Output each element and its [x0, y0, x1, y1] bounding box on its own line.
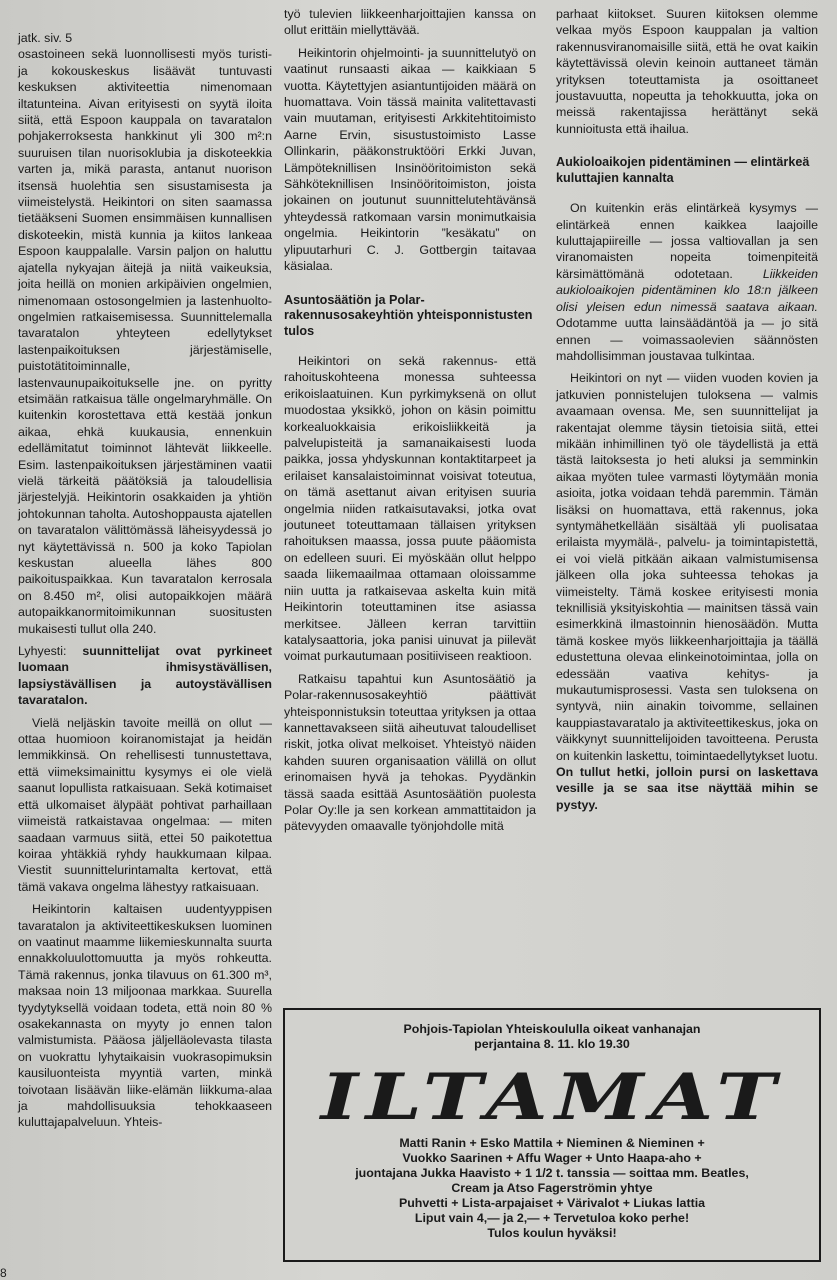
summary-paragraph	[18, 643, 272, 709]
paragraph: työ tulevien liikkeenharjoittajien kanssa on ollut erittäin miellyttävää.	[284, 7, 536, 38]
text: On kuitenkin eräs elintärkeä kysymys — elintärkeä ennen kaikkea laajoille kuluttajapiireille — jossa valtiovallan ja sen viranomaisten nopeita toimenpiteitä kärsimättömänä odotetaan.	[556, 201, 818, 281]
column-1	[18, 30, 272, 1137]
column-3	[556, 6, 818, 819]
ad-line: Liput vain 4,— ja 2,— + Tervetuloa koko perhe!	[414, 1211, 690, 1225]
section-heading: Aukioloaikojen pidentäminen — elintärkeä kuluttajien kannalta	[556, 155, 810, 185]
paragraph: Heikintorin kaltaisen uudentyyppisen tavaratalon ja aktiviteettikeskuksen luominen on vaatinut maamme liikemieskunnalta suurta ennakkoluulottomuutta ja myös rohkeutta. Tämä rakennus, jonka tilavuus on 61.300 m³, maksaa noin 13 miljoonaa markkaa. Suurella tyydytyksellä voidaan todeta, että noin 80 % osakekannasta on myyty jo ennen talon valmistumista. Pääosa jäljelläolevasta tilasta on vuokrattu lyhytaikaisin vuokrasopimuksin kausiluonteista myyntiä varten, minkä toivotaan lisäävän liike-elämän liikkuma-alaa ja mahdollisuuksia tehokkaaseen kuluttajapalveluun. Yhteis-	[18, 902, 272, 1130]
ad-line: Matti Ranin + Esko Mattila + Nieminen & Nieminen +	[399, 1136, 705, 1150]
column-2	[284, 6, 536, 841]
ad-performers	[285, 1136, 819, 1241]
ad-line: Cream ja Atso Fagerströmin yhtye	[451, 1181, 653, 1195]
section-heading: Asuntosäätiön ja Polar-rakennusosakeyhtiön yhteisponnistusten tulos	[284, 292, 533, 338]
continuation-note: jatk. siv. 5	[18, 31, 73, 45]
event-advertisement	[283, 1008, 821, 1262]
paragraph: Ratkaisu tapahtui kun Asuntosäätiö ja Polar-rakennusosakeyhtiö päättivät yhteisponnistuksin toteuttaa yrityksen ja ottaa kannettavakseen siitä aiheutuvat taloudelliset riskit, jotka olivat melkoiset. Yhteistyö näiden kahden suuren organisaation välillä on ollut erinomaisen hyvä ja tehokas. Pyydänkin tässä saada esittää Asuntosäätiön puolesta Polar Oy:lle ja sen korkean ammattitaidon ja pätevyyden omaavalle työnjohdolle mitä	[284, 671, 536, 834]
ad-line: Pohjois-Tapiolan Yhteiskoululla oikeat vanhanajan	[403, 1022, 701, 1036]
paragraph	[556, 370, 818, 813]
text: Odotamme uutta lainsäädäntöä ja — jo sitä ennen — voimassaolevien säännösten mahdollisimman joustavaa tulkintaa.	[556, 316, 818, 363]
text: Heikintori on nyt — viiden vuoden kovien ja jatkuvien ponnistelujen tuloksena — valmis avaamaan ovensa. Me, sen suunnittelijat ja rakentajat olemme täysin tietoisia siitä, ettei mikään inhimillinen työ ole täydellistä ja että tästä laitoksesta jo heti aluksi ja semminkin aikaa myöten tulee varmasti löytymään monia asioita, jotka voidaan tehdä paremmin. Tämän lisäksi on huomattava, että rakennus, joka syntymähetkellään sisältää yli puolisataa erilaista myymälä-, palvelu- ja toimintapistettä, ei voi vielä pitkään aikaan valmistumisensa jälkeen olla joka suhteessa tehokas ja viimeistelty. Tämä koskee erityisesti monia teknillisiä yksityiskohtia — mainitsen tässä vain esimerkkinä ilmastoinnin hienosäädön. Mutta tämä koskee myös liikkeenharjoittajia ja täällä edustettuna olevaa elinkeinotoimintaa, jolla on edessään vaativa kehitys- ja mukautumisprosessi. Vasta sen tuloksena on syntyvä, niin ainakin toivomme, sellainen kauppiastavaratalo ja aktiviteettikeskus, joka on väikkynyt suunnittelijoiden tavoitteena. Perusta on kuitenkin laskettu, toimintaedellytykset luotu.	[556, 371, 818, 763]
ad-logo: ILTAMAT	[320, 1060, 784, 1135]
closing-bold: On tullut hetki, jolloin pursi on laskettava vesille ja se saa itse näyttää mihin se pystyy.	[556, 765, 818, 812]
ad-line: Tulos koulun hyväksi!	[487, 1226, 617, 1240]
paragraph: Vielä neljäskin tavoite meillä on ollut — ottaa huomioon koiranomistajat ja heidän lemmikkinsä. On rehellisesti tunnustettava, että viimeksimainittu kysymys ei ole vielä saanut lopullista ratkaisuaan. Sekä kotimaiset että ulkomaiset älypäät pohtivat parhaillaan viimeistä ratkaistavaa ongelmaa: — miten saadaan varmuus siitä, ettei 50 paikotettua koiraa yhtäkkiä ryhdy haukkumaan kilpaa. Viestit suunnittelurintamalta kertovat, että tämä vakava ongelma lähestyy ratkaisuaan.	[18, 715, 272, 894]
ad-date: perjantaina 8. 11. klo 19.30	[474, 1037, 630, 1051]
paragraph: Heikintori on sekä rakennus- että rahoituskohteena monessa suhteessa erikoislaatuinen. Kun pyrkimyksenä on ollut muodostaa yksikkö, johon on käsin poimittu korkealuokkaisia erikoisliikkeitä ja palvelupisteitä ja samanaikaisesti luoda paikka, jossa yhdyskunnan kontaktitarpeet ja erilaiset kansalaistoiminnat voisivat toteutua, on tämä asettanut aivan erityisen suuria ongelmia niiden ratkaisutavaksi, jotka ovat joutuneet toteuttamaan tällaisen yrityksen rahoituksen maassa, jossa puute pääomista on edelleen suuri. Ei myöskään ollut helppo saada liikemaailmaa ottamaan oloissamme niin uutta ja ratkaisevaa askelta kuin mitä Heikintorin toteuttaminen itse asiassa merkitsee. Jälleen kerran tarvittiin katalysaattoria, joka panisi uinuvat ja piilevät voimat purkautumaan positiiviseen reaktioon.	[284, 354, 536, 664]
paragraph	[556, 200, 818, 364]
summary-bold: suunnittelijat ovat pyrkineet luomaan ihmisystävällisen, lapsiystävällisen ja autoystävällisen tavaratalon.	[18, 644, 272, 708]
ad-line: juontajana Jukka Haavisto + 1 1/2 t. tanssia — soittaa mm. Beatles,	[355, 1166, 749, 1180]
paragraph: parhaat kiitokset. Suuren kiitoksen olemme velkaa myös Espoon kauppalan ja valtion rakennusviranomaisille siitä, että he ovat kaikin käytettävissä olevin keinoin auttaneet tämän yrityksen toteuttamista ja osoittaneet joustavuutta, nopeutta ja tehokkuutta, joka on meissä rakentajissa herättänyt sekä kunnioitusta että ihailua.	[556, 7, 818, 136]
paragraph: osastoineen sekä luonnollisesti myös turisti- ja kokouskeskus lisäävät tuntuvasti keskuksen aktiviteettia nimenomaan iltatunteina. Aivan erityisesti on syytä iloita siitä, että Espoon kauppala on tavaratalon pohjakerroksesta hankkinut yli 300 m²:n suuruisen tilan nuorisoklubia ja diskoteekkia varten ja, mikä parasta, antanut nuorison itsensä huolehtia sen sisustamisesta ja viimeistelystä. Heikintori on siten saamassa tietääkseni Suomen ensimmäisen kunnallisen diskoteekin, mistä kunnia ja kiitos lankeaa Espoon kauppalalle. Varsin paljon on haluttu ajatella nykyajan äitejä ja niitä vaikeuksia, joita heillä on monien arkipäivien ongelmien, nimenomaan ostosongelmien ja lastenhuolto-ongelmien ratkaisemisessa. Suunnittelemalla tavaratalon yhteyteen edellytykset lastenpaikoituksen järjestämiselle, puistotätitoiminnalle, lastenvaunupaikoitukselle jne. on pyritty etsimään ratkaisua tälle ongelmaryhmälle. On kuitenkin korostettava että kestää jonkun aikaa, ehkä kuukausia, ennenkuin edellämitatut toiminnot lähtevät liikkeelle. Esim. lastenpaikoituksen järjestäminen vaatii vielä tärkeitä päätöksiä ja taloudellisia järjestelyjä. Heikintorin osakkaiden ja yhtiön johtokunnan taholta. Autoshoppausta ajatellen on tavaratalon välittömässä läheisyydessä jo nyt käytettävissä n. 500 ja koko Tapiolan keskustan alueella lähes 800 paikoituspaikkaa. Kun tavaratalon kerrosala on 8.450 m², olisi autopaikkojen määrä autopaikkanormitoimikunnan suositusten mukaisesti tullut olla 240.	[18, 47, 272, 636]
ad-line: Puhvetti + Lista-arpajaiset + Värivalot + Liukas lattia	[398, 1196, 706, 1210]
paragraph: Heikintorin ohjelmointi- ja suunnittelutyö on vaatinut runsaasti aikaa — kaikkiaan 5 vuotta. Käytettyjen asiantuntijoiden määrä on huomattava. Voin tässä mainita valitettavasti vain muutaman, erityisesti Arkkitehtitoimisto Aarne Ervin, sisustustoimisto Lasse Ollinkarin, pääkonstruktööri Erkki Juvan, Lämpöteknillisen Insinööritoimiston sekä Sähköteknillisen Insinööritoimiston, joista jokainen on joutunut suunnittelutehtävänsä yhteydessä ratkomaan varsin monimutkaisia ongelmia. Heikintorin ”kesäkatu” on ylipuutarhuri C. J. Gottbergin taitavaa käsialaa.	[284, 45, 536, 274]
summary-label: Lyhyesti:	[18, 644, 67, 659]
page-number: 8	[0, 1266, 7, 1280]
emphasis-text: Liikkeiden aukioloaikojen pidentäminen klo 18:n jälkeen olisi yleisen edun nimessä saatava aikaan.	[556, 266, 818, 314]
ad-line: Vuokko Saarinen + Affu Wager + Unto Haapa-aho +	[402, 1151, 702, 1165]
